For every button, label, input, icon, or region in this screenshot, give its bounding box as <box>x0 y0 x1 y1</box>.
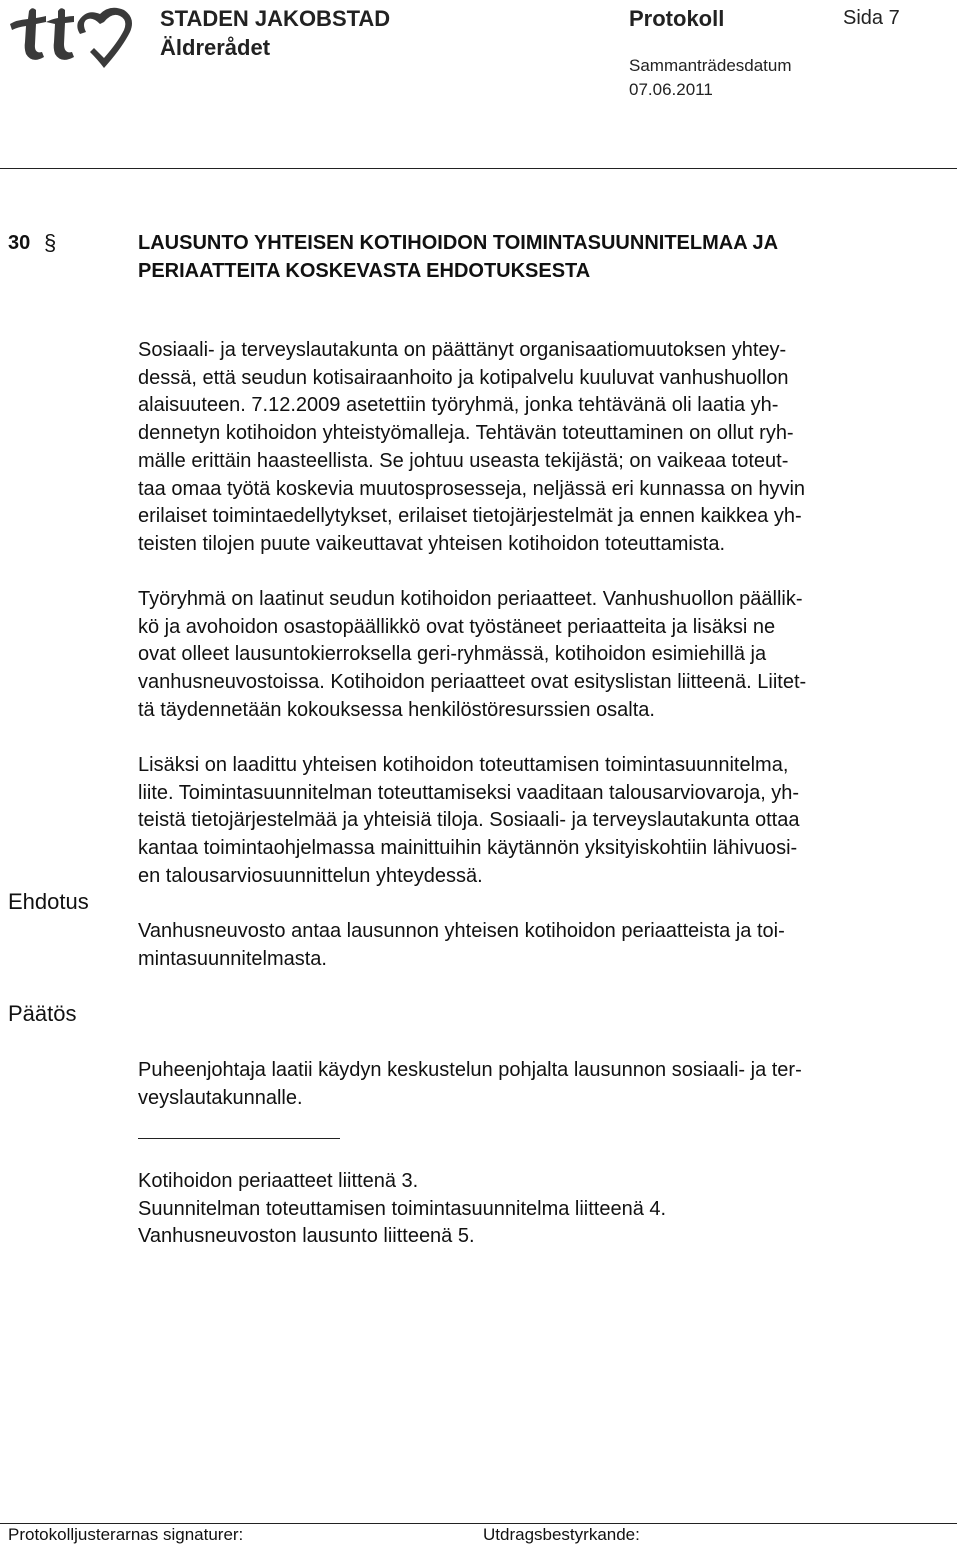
paragraph-background: Sosiaali- ja terveyslautakunta on päättänyt organisaatiomuutoksen yhtey- dessä, että seudun kotisairaanhoito ja kotipalvelu kuuluvat vanhushuollon alaisuuteen. 7.12.2009 asetettiin työryhmä, jonka tehtävänä oli laatia yh- dennetyn kotihoidon yhteistyömalleja. Tehtävän toteuttaminen on ollut ryh- mälle erittäin haasteellista. Se johtuu useasta tekijästä; on vaikeaa toteut- taa omaa työtä koskevia muutosprosesseja, neljässä eri kunnassa on hyvin erilaiset toimintaedellytykset, erilaiset tietojärjestelmät ja ennen kaikkea yh- teisten tilojen puute vaikeuttavat yhteisen kotihoidon toteuttamista. <box>138 339 806 555</box>
section-number: 30 <box>8 232 31 254</box>
committee-name: Äldrerådet <box>160 35 271 60</box>
footer-divider <box>0 1523 957 1524</box>
meeting-date: 07.06.2011 <box>629 80 713 99</box>
paragraph-proposal: Vanhusneuvosto antaa lausunnon yhteisen kotihoidon periaatteista ja toi- mintasuunnitelmasta. <box>138 920 785 970</box>
signatures-label: Protokolljusterarnas signaturer: <box>8 1525 244 1544</box>
page-number: Sida 7 <box>843 7 900 29</box>
section-title-line-2: PERIAATTEITA KOSKEVASTA EHDOTUKSESTA <box>138 260 591 282</box>
organization-name: STADEN JAKOBSTAD <box>160 6 391 31</box>
section-symbol: § <box>44 230 57 255</box>
header-divider <box>0 168 957 169</box>
paragraph-principles: Työryhmä on laatinut seudun kotihoidon periaatteet. Vanhushuollon päällik- kö ja avohoidon osastopäällikkö ovat työstäneet periaatteita ja lisäksi ne ovat olleet lausuntokierroksella geri-ryhmässä, kotihoidon esimiehillä ja vanhusneuvostoissa. Kotihoidon periaatteet ovat esityslistan liitteenä. Liitet- tä täydennetään kokouksessa henkilöstöresurssien osalta. <box>138 588 807 721</box>
paragraph-decision: Puheenjohtaja laatii käydyn keskustelun pohjalta lausunnon sosiaali- ja ter- veyslautakunnalle. <box>138 1059 802 1109</box>
attachments-separator <box>138 1138 340 1139</box>
section-title-line-1: LAUSUNTO YHTEISEN KOTIHOIDON TOIMINTASUUNNITELMAA JA <box>138 232 779 254</box>
meeting-date-label: Sammanträdesdatum <box>629 56 792 75</box>
document-type: Protokoll <box>629 6 725 31</box>
city-logo <box>6 2 138 72</box>
paragraph-action-plan: Lisäksi on laadittu yhteisen kotihoidon toteuttamisen toimintasuunnitelma, liite. Toimintasuunnitelman toteuttamiseksi vaaditaan talousarviovaroja, yh- teistä tietojärjestelmää ja yhteisiä tiloja. Sosiaali- ja terveyslautakunta ottaa kantaa toimintaohjelmassa mainittuihin käytännön yksityiskohtiin lähivuosi- en talousarviosuunnittelun yhteydessä. <box>138 754 800 887</box>
decision-label: Päätös <box>8 1001 77 1026</box>
certification-label: Utdragsbestyrkande: <box>483 1525 640 1544</box>
proposal-label: Ehdotus <box>8 889 89 914</box>
attachments-list: Kotihoidon periaatteet liittenä 3. Suunnitelman toteuttamisen toimintasuunnitelma liitteenä 4. Vanhusneuvoston lausunto liitteenä 5. <box>138 1170 667 1248</box>
